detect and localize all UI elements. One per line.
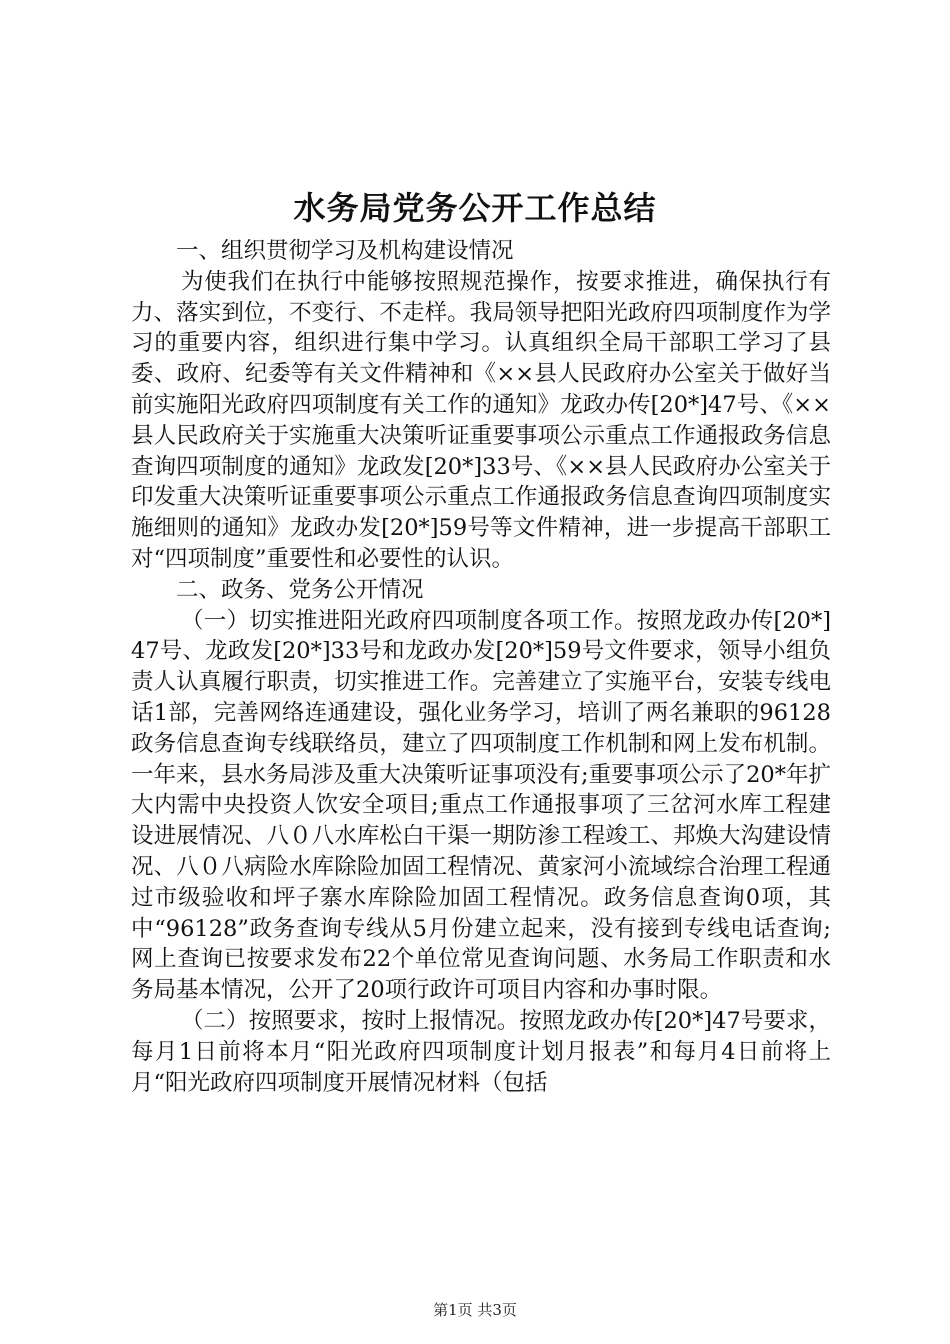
page-footer: 第1页 共3页: [433, 1301, 517, 1319]
paragraph: 为使我们在执行中能够按照规范操作，按要求推进，确保执行有力、落实到位，不变行、不走样。我局领导把阳光政府四项制度作为学习的重要内容，组织进行集中学习。认真组织全局干部职工学习了县委、政府、纪委等有关文件精神和《××县人民政府办公室关于做好当前实施阳光政府四项制度有关工作的通知》龙政办传[20*]47号、《××县人民政府关于实施重大决策听证重要事项公示重点工作通报政务信息查询四项制度的通知》龙政发[20*]33号、《××县人民政府办公室关于印发重大决策听证重要事项公示重点工作通报政务信息查询四项制度实施细则的通知》龙政办发[20*]59号等文件精神，进一步提高干部职工对“四项制度”重要性和必要性的认识。: [131, 268, 831, 572]
section-heading: 二、政务、党务公开情况: [176, 576, 424, 603]
paragraph: （一）切实推进阳光政府四项制度各项工作。按照龙政办传[20*]47号、龙政发[20*]33号和龙政办发[20*]59号文件要求，领导小组负责人认真履行职责，切实推进工作。完善建立了实施平台，安装专线电话1部，完善网络连通建设，强化业务学习，培训了两名兼职的96128政务信息查询专线联络员，建立了四项制度工作机制和网上发布机制。一年来，县水务局涉及重大决策听证事项没有;重要事项公示了20*年扩大内需中央投资人饮安全项目;重点工作通报事项了三岔河水库工程建设进展情况、八０八水库松白干渠一期防渗工程竣工、邦焕大沟建设情况、八０八病险水库除险加固工程情况、黄家河小流域综合治理工程通过市级验收和坪子寨水库除险加固工程情况。政务信息查询0项，其中“96128”政务查询专线从5月份建立起来，没有接到专线电话查询;网上查询已按要求发布22个单位常见查询问题、水务局工作职责和水务局基本情况，公开了20项行政许可项目内容和办事时限。: [131, 607, 831, 1004]
document-body: [131, 236, 831, 1098]
section-heading: 一、组织贯彻学习及机构建设情况: [176, 238, 514, 264]
document-title: 水务局党务公开工作总结: [293, 189, 657, 227]
paragraph: （二）按照要求，按时上报情况。按照龙政办传[20*]47号要求，每月1日前将本月“阳光政府四项制度计划月报表”和每月4日前将上月“阳光政府四项制度开展情况材料（包括: [131, 1007, 831, 1096]
